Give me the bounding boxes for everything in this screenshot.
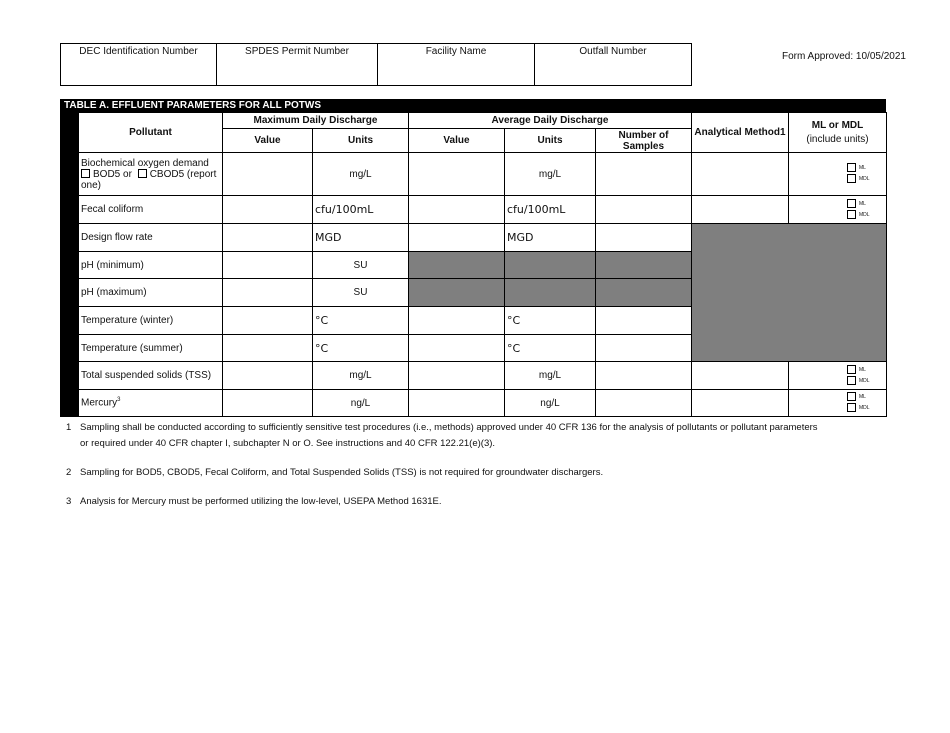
- method-input[interactable]: [692, 362, 789, 390]
- shaded-cell: [596, 279, 692, 307]
- max-value-input[interactable]: [223, 390, 313, 417]
- footnote-number: 2: [66, 467, 72, 478]
- facility-name-field[interactable]: [378, 44, 535, 85]
- col-header-analytical-method: Analytical Method1: [692, 113, 789, 153]
- table-row: [79, 196, 887, 224]
- samples-input[interactable]: [596, 335, 692, 362]
- footnote-text: Sampling for BOD5, CBOD5, Fecal Coliform, and Total Suspended Solids (TSS) is not required for groundwater dischargers.: [80, 467, 604, 478]
- ml-mdl-input[interactable]: [789, 390, 887, 417]
- avg-units: ng/L: [505, 390, 596, 417]
- max-units: °C: [313, 307, 409, 335]
- mdl-label: MDL: [859, 377, 870, 384]
- max-value-input[interactable]: [223, 307, 313, 335]
- avg-value-input[interactable]: [409, 196, 505, 224]
- dec-id-label: DEC Identification Number: [79, 46, 198, 57]
- bod5-checkbox[interactable]: [81, 169, 90, 178]
- col-header-max-value: Value: [223, 129, 313, 153]
- max-units: °C: [313, 335, 409, 362]
- ml-label: ML: [859, 200, 866, 207]
- max-units: SU: [313, 279, 409, 307]
- avg-units: cfu/100mL: [505, 196, 596, 224]
- table-row: [79, 390, 887, 417]
- footnote-number: 3: [66, 496, 72, 507]
- form-header: [60, 43, 692, 86]
- avg-value-input[interactable]: [409, 390, 505, 417]
- col-header-pollutant: Pollutant: [79, 113, 223, 153]
- ml-mdl-input[interactable]: [789, 362, 887, 390]
- max-units: SU: [313, 252, 409, 279]
- col-header-avg-daily: Average Daily Discharge: [409, 113, 692, 129]
- pollutant-label: Biochemical oxygen demand: [81, 157, 209, 169]
- ml-label: ML: [859, 366, 866, 373]
- avg-units: MGD: [505, 224, 596, 252]
- samples-input[interactable]: [596, 224, 692, 252]
- avg-units: °C: [505, 307, 596, 335]
- samples-input[interactable]: [596, 307, 692, 335]
- cbod5-label: CBOD5 (report one): [81, 168, 217, 191]
- avg-units: °C: [505, 335, 596, 362]
- avg-value-input[interactable]: [409, 307, 505, 335]
- ml-mdl-input[interactable]: [789, 153, 887, 196]
- mdl-label: MDL: [859, 211, 870, 218]
- footnote-ref: 3: [117, 397, 121, 404]
- avg-units: mg/L: [505, 153, 596, 196]
- col-header-avg-units: Units: [505, 129, 596, 153]
- col-header-max-daily: Maximum Daily Discharge: [223, 113, 409, 129]
- pollutant-label: Design flow rate: [79, 224, 223, 252]
- mdl-checkbox[interactable]: [847, 174, 856, 183]
- max-value-input[interactable]: [223, 279, 313, 307]
- form-approved-date: Form Approved: 10/05/2021: [782, 51, 906, 62]
- method-input[interactable]: [692, 390, 789, 417]
- pollutant-label: pH (minimum): [79, 252, 223, 279]
- ml-checkbox[interactable]: [847, 199, 856, 208]
- table-row: [79, 224, 887, 252]
- shaded-cell: [409, 279, 505, 307]
- shaded-cell: [505, 252, 596, 279]
- max-units: ng/L: [313, 390, 409, 417]
- bod5-label: BOD5 or: [93, 168, 132, 180]
- footnote-number: 1: [66, 422, 72, 433]
- mdl-label: MDL: [859, 405, 870, 411]
- facility-name-label: Facility Name: [425, 46, 487, 57]
- ml-label: ML: [859, 165, 866, 171]
- avg-value-input[interactable]: [409, 362, 505, 390]
- max-value-input[interactable]: [223, 153, 313, 196]
- pollutant-cell: [79, 390, 223, 417]
- pollutant-label: Mercury: [81, 397, 118, 409]
- samples-input[interactable]: [596, 153, 692, 196]
- mdl-checkbox[interactable]: [847, 403, 856, 412]
- ml-mdl-title: ML or MDL: [811, 120, 864, 131]
- method-input[interactable]: [692, 196, 789, 224]
- pollutant-label: Total suspended solids (TSS): [79, 362, 223, 390]
- col-header-avg-value: Value: [409, 129, 505, 153]
- shaded-cell: [596, 252, 692, 279]
- max-units: MGD: [313, 224, 409, 252]
- table-title: TABLE A. EFFLUENT PARAMETERS FOR ALL POTWS: [64, 100, 322, 111]
- max-value-input[interactable]: [223, 196, 313, 224]
- avg-units: mg/L: [505, 362, 596, 390]
- mdl-checkbox[interactable]: [847, 376, 856, 385]
- max-units: mg/L: [313, 153, 409, 196]
- ml-checkbox[interactable]: [847, 365, 856, 374]
- avg-value-input[interactable]: [409, 224, 505, 252]
- avg-value-input[interactable]: [409, 335, 505, 362]
- ml-label: ML: [859, 394, 866, 400]
- pollutant-label: Fecal coliform: [79, 196, 223, 224]
- avg-value-input[interactable]: [409, 153, 505, 196]
- footnote-1: [66, 420, 818, 452]
- ml-checkbox[interactable]: [847, 392, 856, 401]
- outfall-number-label: Outfall Number: [579, 46, 647, 57]
- outfall-number-field[interactable]: [535, 44, 691, 85]
- ml-checkbox[interactable]: [847, 163, 856, 172]
- max-units: mg/L: [313, 362, 409, 390]
- shaded-cell: [409, 252, 505, 279]
- max-value-input[interactable]: [223, 335, 313, 362]
- col-header-samples: Number of Samples: [596, 129, 692, 153]
- samples-input[interactable]: [596, 362, 692, 390]
- ml-mdl-subtitle: (include units): [806, 134, 869, 145]
- col-header-max-units: Units: [313, 129, 409, 153]
- cbod5-checkbox[interactable]: [138, 169, 147, 178]
- table-row: [79, 362, 887, 390]
- max-units: cfu/100mL: [313, 196, 409, 224]
- footnote-text-cont: or required under 40 CFR chapter I, subchapter N or O. See instructions and 40 CFR 122.21(e)(3).: [80, 438, 496, 449]
- dec-id-field[interactable]: [61, 44, 217, 85]
- ml-mdl-input[interactable]: [789, 196, 887, 224]
- pollutant-cell: [79, 153, 223, 196]
- max-value-input[interactable]: [223, 224, 313, 252]
- shaded-block-method: [692, 224, 887, 362]
- footnote-text: Sampling shall be conducted according to sufficiently sensitive test procedures (i.e., methods) approved under 40 CFR 136 for the analysis of pollutants or pollutant parameters: [80, 422, 818, 433]
- pollutant-label: Temperature (summer): [79, 335, 223, 362]
- samples-input[interactable]: [596, 390, 692, 417]
- footnote-text: Analysis for Mercury must be performed utilizing the low-level, USEPA Method 1631E.: [80, 496, 442, 507]
- method-input[interactable]: [692, 153, 789, 196]
- mdl-label: MDL: [859, 176, 870, 182]
- shaded-cell: [505, 279, 596, 307]
- footnote-3: [66, 496, 442, 507]
- mdl-checkbox[interactable]: [847, 210, 856, 219]
- samples-input[interactable]: [596, 196, 692, 224]
- col-header-ml-mdl: [789, 113, 887, 153]
- table-row: [79, 153, 887, 196]
- spdes-permit-field[interactable]: [217, 44, 378, 85]
- effluent-table: [78, 112, 887, 417]
- pollutant-label: Temperature (winter): [79, 307, 223, 335]
- max-value-input[interactable]: [223, 362, 313, 390]
- pollutant-label: pH (maximum): [79, 279, 223, 307]
- max-value-input[interactable]: [223, 252, 313, 279]
- footnote-2: [66, 467, 603, 478]
- spdes-permit-label: SPDES Permit Number: [245, 46, 349, 57]
